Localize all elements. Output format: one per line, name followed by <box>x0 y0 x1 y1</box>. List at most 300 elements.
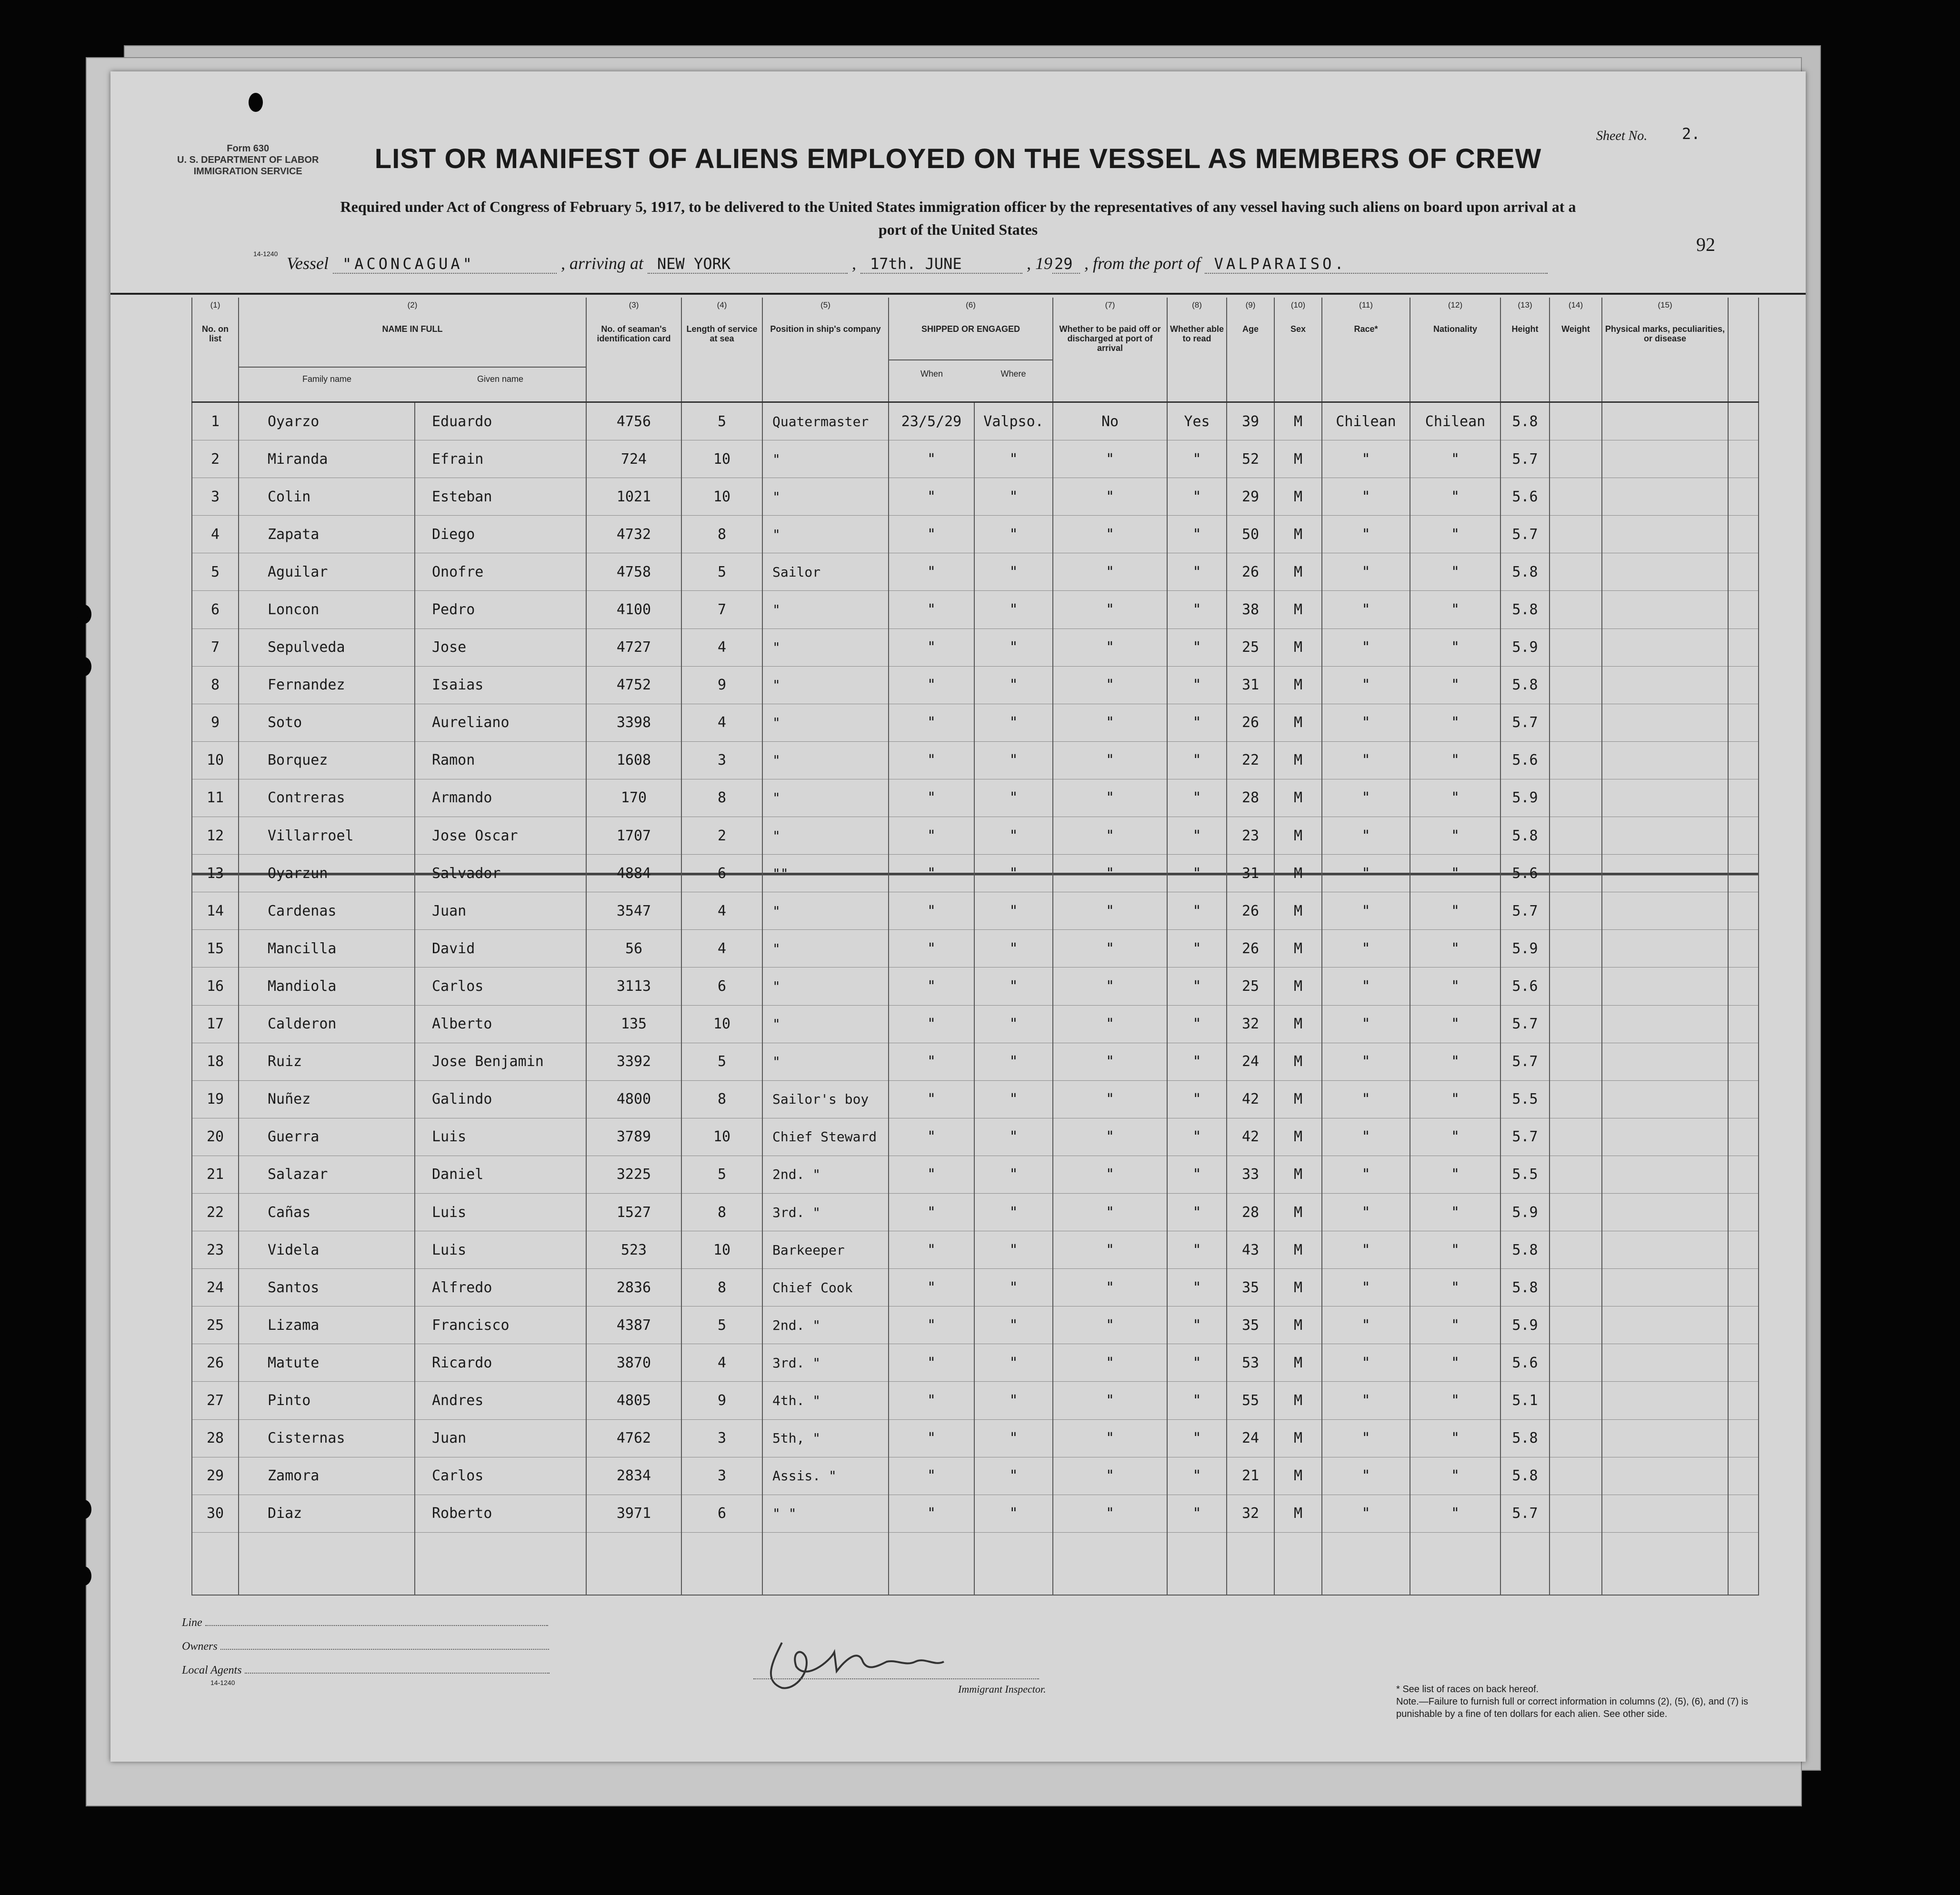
shipped-when-cell: " <box>889 930 974 967</box>
sex-cell: M <box>1274 1419 1322 1457</box>
blank-cell <box>1053 1532 1167 1595</box>
table-row <box>192 516 1759 553</box>
arrival-year: 29 <box>1052 255 1080 274</box>
year-prefix: 19 <box>1035 254 1052 273</box>
service-length-cell: 7 <box>681 591 762 628</box>
able-to-read-cell: " <box>1167 1307 1227 1344</box>
shipped-when-cell: " <box>889 553 974 591</box>
sheet-number: 2. <box>1682 125 1700 143</box>
blank-cell <box>1500 1532 1550 1595</box>
position-cell: " <box>762 1005 889 1043</box>
given-name-cell: Ricardo <box>415 1344 586 1382</box>
race-cell: " <box>1322 628 1410 666</box>
height-cell: 5.1 <box>1500 1382 1550 1419</box>
form-number: Form 630 <box>227 143 270 154</box>
id-card-number-cell: 4762 <box>586 1419 681 1457</box>
able-to-read-cell: " <box>1167 817 1227 855</box>
spare-cell <box>1728 553 1759 591</box>
race-cell: " <box>1322 553 1410 591</box>
family-name-cell: Mandiola <box>239 967 415 1005</box>
id-card-number-cell: 3547 <box>586 892 681 930</box>
physical-marks-cell <box>1602 440 1728 478</box>
spare-cell <box>1728 1193 1759 1231</box>
physical-marks-cell <box>1602 402 1728 440</box>
given-name-cell: Diego <box>415 516 586 553</box>
table-row <box>192 1080 1759 1118</box>
race-cell: " <box>1322 779 1410 817</box>
paid-off-cell: " <box>1053 516 1167 553</box>
row-number-cell: 21 <box>192 1156 239 1193</box>
given-name-cell: David <box>415 930 586 967</box>
table-row <box>192 1495 1759 1532</box>
table-row <box>192 440 1759 478</box>
id-card-number-cell: 1707 <box>586 817 681 855</box>
page-title: LIST OR MANIFEST OF ALIENS EMPLOYED ON THE VESSEL AS MEMBERS OF CREW <box>374 143 1542 174</box>
given-name-cell: Alberto <box>415 1005 586 1043</box>
id-card-number-cell: 4752 <box>586 666 681 704</box>
race-cell: " <box>1322 1080 1410 1118</box>
subtitle-line-2: port of the United States <box>878 221 1038 238</box>
height-cell: 5.8 <box>1500 402 1550 440</box>
shipped-where-cell: " <box>974 1419 1053 1457</box>
age-cell: 39 <box>1227 402 1274 440</box>
given-name-cell: Juan <box>415 1419 586 1457</box>
paid-off-cell: " <box>1053 892 1167 930</box>
from-label: , from the port of <box>1084 254 1200 273</box>
shipped-where-cell: " <box>974 704 1053 741</box>
row-number-cell: 15 <box>192 930 239 967</box>
inspector-line <box>753 1678 1039 1679</box>
row-number-cell: 7 <box>192 628 239 666</box>
id-card-number-cell: 3789 <box>586 1118 681 1156</box>
given-name-cell: Luis <box>415 1193 586 1231</box>
owners-label: Owners <box>182 1640 218 1653</box>
table-row <box>192 1344 1759 1382</box>
shipped-when-cell: " <box>889 1005 974 1043</box>
age-cell: 24 <box>1227 1043 1274 1080</box>
service-length-cell: 8 <box>681 516 762 553</box>
table-row <box>192 741 1759 779</box>
table-row <box>192 704 1759 741</box>
height-cell: 5.8 <box>1500 1269 1550 1307</box>
service-length-cell: 5 <box>681 1307 762 1344</box>
physical-marks-cell <box>1602 741 1728 779</box>
sex-cell: M <box>1274 855 1322 892</box>
able-to-read-cell: " <box>1167 478 1227 516</box>
position-cell: Quatermaster <box>762 402 889 440</box>
physical-marks-cell <box>1602 591 1728 628</box>
id-card-number-cell: 4387 <box>586 1307 681 1344</box>
family-name-cell: Cardenas <box>239 892 415 930</box>
row-number-cell: 20 <box>192 1118 239 1156</box>
service-length-cell: 4 <box>681 704 762 741</box>
spare-cell <box>1728 1419 1759 1457</box>
position-cell: " <box>762 666 889 704</box>
paid-off-cell: " <box>1053 930 1167 967</box>
given-name-cell: Pedro <box>415 591 586 628</box>
paid-off-cell: " <box>1053 1307 1167 1344</box>
form-code: 14-1240 <box>253 250 278 258</box>
able-to-read-cell: " <box>1167 516 1227 553</box>
weight-cell <box>1550 1344 1602 1382</box>
id-card-number-cell: 170 <box>586 779 681 817</box>
nationality-cell: " <box>1410 440 1500 478</box>
position-cell: " " <box>762 1495 889 1532</box>
service-length-cell: 10 <box>681 440 762 478</box>
height-cell: 5.7 <box>1500 516 1550 553</box>
height-cell: 5.6 <box>1500 478 1550 516</box>
given-name-cell: Juan <box>415 892 586 930</box>
given-name-cell: Eduardo <box>415 402 586 440</box>
able-to-read-cell: " <box>1167 967 1227 1005</box>
col-spare <box>1728 298 1759 402</box>
paid-off-cell: " <box>1053 628 1167 666</box>
penalty-note: Note.—Failure to furnish full or correct information in columns (2), (5), (6), and (7) is punishable by a fine of ten dollars for each alien. See other side. <box>1396 1696 1749 1719</box>
given-name-cell: Carlos <box>415 1457 586 1495</box>
row-number-cell: 30 <box>192 1495 239 1532</box>
weight-cell <box>1550 628 1602 666</box>
row-number-cell: 28 <box>192 1419 239 1457</box>
sex-cell: M <box>1274 628 1322 666</box>
row-number-cell: 11 <box>192 779 239 817</box>
race-cell: " <box>1322 1344 1410 1382</box>
age-cell: 29 <box>1227 478 1274 516</box>
table-row <box>192 1419 1759 1457</box>
age-cell: 25 <box>1227 967 1274 1005</box>
spare-cell <box>1728 666 1759 704</box>
able-to-read-cell: " <box>1167 855 1227 892</box>
table-row <box>192 478 1759 516</box>
col-header-where: Where <box>1000 369 1026 379</box>
height-cell: 5.8 <box>1500 666 1550 704</box>
shipped-when-cell: " <box>889 1457 974 1495</box>
row-number-cell: 29 <box>192 1457 239 1495</box>
paid-off-cell: " <box>1053 478 1167 516</box>
sex-cell: M <box>1274 892 1322 930</box>
given-name-cell: Carlos <box>415 967 586 1005</box>
height-cell: 5.9 <box>1500 1193 1550 1231</box>
spare-cell <box>1728 817 1759 855</box>
spare-cell <box>1728 1457 1759 1495</box>
position-cell: "" <box>762 855 889 892</box>
weight-cell <box>1550 478 1602 516</box>
paid-off-cell: " <box>1053 1457 1167 1495</box>
given-name-cell: Jose Oscar <box>415 817 586 855</box>
table-row <box>192 779 1759 817</box>
subtitle-line-1: Required under Act of Congress of February 5, 1917, to be delivered to the United States immigration officer by the representatives of any vessel having such aliens on board upon arrival at a <box>340 198 1576 215</box>
nationality-cell: " <box>1410 478 1500 516</box>
weight-cell <box>1550 1495 1602 1532</box>
race-cell: " <box>1322 1307 1410 1344</box>
race-cell: " <box>1322 1005 1410 1043</box>
sex-cell: M <box>1274 1344 1322 1382</box>
physical-marks-cell <box>1602 1269 1728 1307</box>
paid-off-cell: No <box>1053 402 1167 440</box>
blank-cell <box>1550 1532 1602 1595</box>
physical-marks-cell <box>1602 628 1728 666</box>
shipped-when-cell: " <box>889 1344 974 1382</box>
shipped-when-cell: " <box>889 628 974 666</box>
shipped-when-cell: " <box>889 478 974 516</box>
physical-marks-cell <box>1602 967 1728 1005</box>
family-name-cell: Aguilar <box>239 553 415 591</box>
race-cell: " <box>1322 1231 1410 1269</box>
nationality-cell: " <box>1410 779 1500 817</box>
spare-cell <box>1728 967 1759 1005</box>
able-to-read-cell: " <box>1167 1457 1227 1495</box>
race-cell: " <box>1322 478 1410 516</box>
paid-off-cell: " <box>1053 779 1167 817</box>
service-length-cell: 10 <box>681 478 762 516</box>
able-to-read-cell: " <box>1167 1382 1227 1419</box>
shipped-when-cell: " <box>889 1080 974 1118</box>
table-row <box>192 817 1759 855</box>
service-length-cell: 8 <box>681 1193 762 1231</box>
height-cell: 5.7 <box>1500 440 1550 478</box>
col-header-number: (1) No. on list <box>192 298 239 402</box>
position-cell: 4th. " <box>762 1382 889 1419</box>
row-number-cell: 26 <box>192 1344 239 1382</box>
col-header-when: When <box>920 369 943 379</box>
table-row <box>192 402 1759 440</box>
paid-off-cell: " <box>1053 1080 1167 1118</box>
physical-marks-cell <box>1602 1005 1728 1043</box>
family-name-cell: Colin <box>239 478 415 516</box>
row-number-cell: 9 <box>192 704 239 741</box>
sex-cell: M <box>1274 666 1322 704</box>
table-row <box>192 553 1759 591</box>
crew-manifest-table <box>191 298 1759 1596</box>
family-name-cell: Villarroel <box>239 817 415 855</box>
able-to-read-cell: " <box>1167 1344 1227 1382</box>
able-to-read-cell: " <box>1167 779 1227 817</box>
spare-cell <box>1728 704 1759 741</box>
spare-cell <box>1728 779 1759 817</box>
given-name-cell: Alfredo <box>415 1269 586 1307</box>
age-cell: 31 <box>1227 855 1274 892</box>
nationality-cell: " <box>1410 1080 1500 1118</box>
family-name-cell: Lizama <box>239 1307 415 1344</box>
weight-cell <box>1550 1382 1602 1419</box>
family-name-cell: Salazar <box>239 1156 415 1193</box>
col-header-height: (13) Height <box>1500 298 1550 402</box>
page-number: 92 <box>1696 234 1715 255</box>
sex-cell: M <box>1274 402 1322 440</box>
physical-marks-cell <box>1602 1419 1728 1457</box>
able-to-read-cell: " <box>1167 440 1227 478</box>
able-to-read-cell: " <box>1167 1118 1227 1156</box>
shipped-where-cell: " <box>974 1231 1053 1269</box>
height-cell: 5.6 <box>1500 1344 1550 1382</box>
id-card-number-cell: 4758 <box>586 553 681 591</box>
able-to-read-cell: " <box>1167 1005 1227 1043</box>
shipped-when-cell: " <box>889 1307 974 1344</box>
shipped-where-cell: " <box>974 1344 1053 1382</box>
blank-cell <box>1410 1532 1500 1595</box>
punch-hole <box>249 93 263 112</box>
shipped-where-cell: " <box>974 553 1053 591</box>
paid-off-cell: " <box>1053 967 1167 1005</box>
table-row <box>192 855 1759 892</box>
table-row <box>192 1005 1759 1043</box>
physical-marks-cell <box>1602 666 1728 704</box>
age-cell: 28 <box>1227 779 1274 817</box>
shipped-where-cell: " <box>974 1005 1053 1043</box>
footer-note <box>1396 1683 1787 1720</box>
id-card-number-cell: 3113 <box>586 967 681 1005</box>
row-number-cell: 18 <box>192 1043 239 1080</box>
position-cell: 5th, " <box>762 1419 889 1457</box>
height-cell: 5.6 <box>1500 741 1550 779</box>
spare-cell <box>1728 478 1759 516</box>
height-cell: 5.6 <box>1500 967 1550 1005</box>
weight-cell <box>1550 1457 1602 1495</box>
physical-marks-cell <box>1602 1457 1728 1495</box>
service-length-cell: 10 <box>681 1118 762 1156</box>
row-number-cell: 8 <box>192 666 239 704</box>
race-cell: Chilean <box>1322 402 1410 440</box>
family-name-cell: Mancilla <box>239 930 415 967</box>
sex-cell: M <box>1274 1457 1322 1495</box>
position-cell: " <box>762 591 889 628</box>
weight-cell <box>1550 516 1602 553</box>
sex-cell: M <box>1274 478 1322 516</box>
blank-cell <box>586 1532 681 1595</box>
age-cell: 32 <box>1227 1495 1274 1532</box>
weight-cell <box>1550 817 1602 855</box>
spare-cell <box>1728 440 1759 478</box>
service-length-cell: 5 <box>681 1156 762 1193</box>
family-name-cell: Borquez <box>239 741 415 779</box>
weight-cell <box>1550 402 1602 440</box>
paid-off-cell: " <box>1053 1043 1167 1080</box>
id-card-number-cell: 1527 <box>586 1193 681 1231</box>
shipped-where-cell: " <box>974 1118 1053 1156</box>
shipped-where-cell: " <box>974 1307 1053 1344</box>
shipped-where-cell: " <box>974 779 1053 817</box>
age-cell: 26 <box>1227 553 1274 591</box>
race-cell: " <box>1322 1043 1410 1080</box>
table-row <box>192 1307 1759 1344</box>
service-length-cell: 9 <box>681 666 762 704</box>
id-card-number-cell: 1608 <box>586 741 681 779</box>
race-cell: " <box>1322 741 1410 779</box>
weight-cell <box>1550 440 1602 478</box>
sex-cell: M <box>1274 967 1322 1005</box>
given-name-cell: Aureliano <box>415 704 586 741</box>
height-cell: 5.9 <box>1500 779 1550 817</box>
age-cell: 43 <box>1227 1231 1274 1269</box>
service-length-cell: 4 <box>681 892 762 930</box>
blank-cell <box>1728 1532 1759 1595</box>
family-name-cell: Sepulveda <box>239 628 415 666</box>
spare-cell <box>1728 1231 1759 1269</box>
given-name-cell: Onofre <box>415 553 586 591</box>
punch-hole <box>77 1566 91 1586</box>
height-cell: 5.9 <box>1500 930 1550 967</box>
shipped-when-cell: " <box>889 1043 974 1080</box>
spare-cell <box>1728 855 1759 892</box>
height-cell: 5.8 <box>1500 1419 1550 1457</box>
spare-cell <box>1728 1043 1759 1080</box>
service-length-cell: 4 <box>681 1344 762 1382</box>
sex-cell: M <box>1274 1043 1322 1080</box>
shipped-where-cell: " <box>974 967 1053 1005</box>
physical-marks-cell <box>1602 1307 1728 1344</box>
given-name-cell: Jose Benjamin <box>415 1043 586 1080</box>
line-label: Line <box>182 1616 202 1629</box>
position-cell: " <box>762 440 889 478</box>
page-subtitle <box>182 195 1734 241</box>
shipped-where-cell: " <box>974 1193 1053 1231</box>
shipped-where-cell: " <box>974 1269 1053 1307</box>
id-card-number-cell: 3398 <box>586 704 681 741</box>
weight-cell <box>1550 967 1602 1005</box>
family-name-cell: Soto <box>239 704 415 741</box>
service-length-cell: 4 <box>681 628 762 666</box>
race-cell: " <box>1322 817 1410 855</box>
paid-off-cell: " <box>1053 1156 1167 1193</box>
shipped-where-cell: " <box>974 1043 1053 1080</box>
nationality-cell: " <box>1410 1307 1500 1344</box>
spare-cell <box>1728 741 1759 779</box>
spare-cell <box>1728 591 1759 628</box>
weight-cell <box>1550 892 1602 930</box>
family-name-cell: Calderon <box>239 1005 415 1043</box>
able-to-read-cell: " <box>1167 1156 1227 1193</box>
shipped-where-cell: " <box>974 628 1053 666</box>
able-to-read-cell: " <box>1167 553 1227 591</box>
shipped-where-cell: " <box>974 1382 1053 1419</box>
spare-cell <box>1728 628 1759 666</box>
col-header-service: (4) Length of service at sea <box>681 298 762 402</box>
race-cell: " <box>1322 591 1410 628</box>
race-cell: " <box>1322 1419 1410 1457</box>
weight-cell <box>1550 1307 1602 1344</box>
id-card-number-cell: 4805 <box>586 1382 681 1419</box>
table-row <box>192 1193 1759 1231</box>
blank-cell <box>681 1532 762 1595</box>
table-row <box>192 1231 1759 1269</box>
paid-off-cell: " <box>1053 1118 1167 1156</box>
service-length-cell: 3 <box>681 741 762 779</box>
shipped-when-cell: " <box>889 855 974 892</box>
col-header-sex: (10) Sex <box>1274 298 1322 402</box>
row-number-cell: 17 <box>192 1005 239 1043</box>
paid-off-cell: " <box>1053 666 1167 704</box>
given-name-cell: Ramon <box>415 741 586 779</box>
able-to-read-cell: " <box>1167 1043 1227 1080</box>
physical-marks-cell <box>1602 1382 1728 1419</box>
family-name-cell: Oyarzo <box>239 402 415 440</box>
id-card-number-cell: 724 <box>586 440 681 478</box>
inspector-label: Immigrant Inspector. <box>958 1683 1046 1695</box>
blank-cell <box>889 1532 974 1595</box>
shipped-where-cell: " <box>974 817 1053 855</box>
nationality-cell: " <box>1410 553 1500 591</box>
paid-off-cell: " <box>1053 1344 1167 1382</box>
paid-off-cell: " <box>1053 591 1167 628</box>
weight-cell <box>1550 779 1602 817</box>
position-cell: " <box>762 930 889 967</box>
age-cell: 31 <box>1227 666 1274 704</box>
able-to-read-cell: " <box>1167 704 1227 741</box>
service-length-cell: 2 <box>681 817 762 855</box>
family-name-cell: Matute <box>239 1344 415 1382</box>
able-to-read-cell: " <box>1167 1269 1227 1307</box>
physical-marks-cell <box>1602 817 1728 855</box>
shipped-when-cell: " <box>889 1231 974 1269</box>
